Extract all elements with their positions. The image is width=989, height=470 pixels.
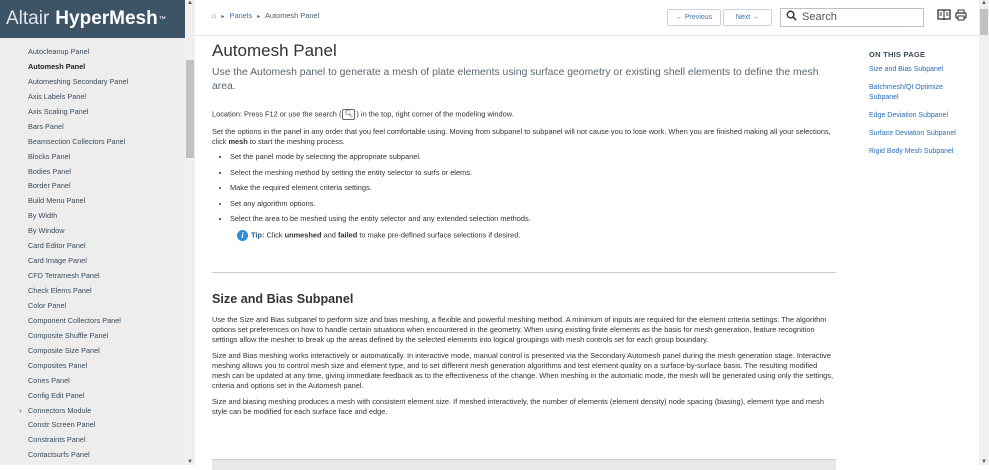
sidebar-item[interactable] [0,165,195,180]
sidebar-item-label: Connectors Module [28,405,92,415]
sidebar-item[interactable] [0,239,195,254]
sidebar-item[interactable] [0,105,195,120]
toc-link[interactable]: Edge Deviation Subpanel [869,111,949,119]
sidebar-item[interactable] [0,344,195,359]
sidebar-item-label: Bodies Panel [28,166,72,176]
next-button[interactable]: Next → [723,9,772,26]
location-text [212,109,842,120]
sidebar-item[interactable] [0,299,195,314]
list-item: • Make the required element criteria settings. [230,180,842,196]
intro-paragraph [212,127,842,147]
breadcrumb-separator-icon: ▸ [257,14,261,20]
sidebar-item-label: Component Collectors Panel [28,315,121,325]
sidebar-item[interactable] [0,448,195,463]
scroll-up-arrow-icon[interactable]: ▲ [981,0,987,6]
sidebar-item-label: CFD Tetramesh Panel [28,271,100,281]
sidebar-item-label: Beamsection Collectors Panel [28,136,126,146]
toc-link[interactable]: Surface Deviation Subpanel [869,129,956,137]
page-scrollbar[interactable] [979,0,989,465]
sidebar-item-label: Composite Shuffle Panel [28,330,109,340]
book-icon[interactable] [937,9,951,23]
sidebar-item-label: Card Image Panel [28,256,87,266]
location-text-end: ) in the top, right corner of the modeling window. [356,109,514,119]
sidebar-item[interactable] [0,135,195,150]
sidebar-item[interactable] [0,45,195,60]
sidebar-item[interactable] [0,389,195,404]
sidebar-scroll-thumb[interactable] [186,60,194,158]
intro-text-start: Set the options in the panel in any order that you feel comfortable using. Moving from subpanel to subpanel will not cause you to lose work. When you are finished making all your selections, click [212,127,831,146]
info-icon: i [237,230,248,241]
sidebar-item-label: Bars Panel [28,121,64,131]
sidebar-scrollbar[interactable] [185,0,195,465]
page-scroll-thumb[interactable] [980,9,988,35]
sidebar-item-label: By Width [28,211,58,221]
section-heading: Size and Bias Subpanel [212,291,354,306]
breadcrumb [212,11,319,20]
tip-text-mid: and [321,229,338,239]
sidebar-item-label: Contactsurfs Panel [28,450,90,460]
toc-links [869,65,969,156]
sidebar [0,0,195,465]
sidebar-item-label: Blocks Panel [28,151,71,161]
sidebar-item[interactable] [0,374,195,389]
sidebar-item-label: Axis Scaling Panel [28,106,89,116]
sidebar-item[interactable] [0,359,195,374]
search-input[interactable] [802,10,917,24]
sidebar-item[interactable] [0,329,195,344]
sidebar-item[interactable] [0,150,195,165]
sidebar-nav [0,38,195,463]
search-icon: 🔍︎ [342,109,355,120]
sidebar-item[interactable] [0,179,195,194]
sidebar-item-label: Axis Labels Panel [28,91,87,101]
tip-text-start: Click [266,229,285,239]
toc-heading: ON THIS PAGE [869,50,926,59]
sidebar-item-label: Constraints Panel [28,435,86,445]
scroll-down-arrow-icon[interactable]: ▼ [187,459,193,465]
sidebar-item-label: By Window [28,226,65,236]
sidebar-item[interactable] [0,314,195,329]
page-subtitle: Use the Automesh panel to generate a mesh of plate elements using surface geometry or existing shell elements to define the mesh area. [212,67,819,92]
tip-note [237,230,842,241]
sidebar-item[interactable] [0,433,195,448]
breadcrumb-current: Automesh Panel [264,11,320,20]
intro-text-end: to start the meshing process. [247,137,345,146]
sidebar-item[interactable] [0,224,195,239]
sidebar-item[interactable] [0,284,195,299]
tip-text-end: to make pre-defined surface selections if desired. [357,229,521,239]
sidebar-item-label: Cones Panel [28,375,70,385]
sidebar-item-label: Automeshing Secondary Panel [28,76,129,86]
tip-unmeshed: unmeshed [284,229,322,239]
home-icon[interactable]: ⌂ [212,11,217,20]
scroll-down-arrow-icon[interactable]: ▼ [981,459,987,465]
breadcrumb-panels[interactable]: Panels [229,11,253,20]
tip-label: Tip: [251,229,265,239]
list-item: • Set the panel mode by selecting the appropriate subpanel. [230,149,842,165]
scroll-up-arrow-icon[interactable]: ▲ [187,0,193,6]
breadcrumb-separator-icon: ▸ [221,14,225,20]
sidebar-item[interactable] [0,269,195,284]
intro-mesh-keyword: mesh [228,137,248,146]
list-item: • Set any algorithm options. [230,196,842,212]
sidebar-item-label: Check Elems Panel [28,286,92,295]
sidebar-item-label: Color Panel [28,300,67,310]
section-paragraph: Size and biasing meshing produces a mesh with consistent element size. If meshed interactively, the number of elements (element density) node spacing (biasing), element type and mesh style can be modified for each surface face and edge. [212,396,824,416]
sidebar-item-label: Config Edit Panel [28,390,85,400]
list-item: • Select the meshing method by setting the entity selector to surfs or elems. [230,165,842,181]
section-divider [212,272,836,273]
sidebar-item[interactable] [0,404,195,419]
sidebar-item[interactable] [0,254,195,269]
tip-failed: failed [337,229,358,239]
sidebar-item[interactable] [0,120,195,135]
section-paragraph: Use the Size and Bias subpanel to perform size and bias meshing, a flexible and powerful meshing method. A minimum of inputs are required for the element criteria settings. The algorithm options set preferences on how to handle certain situations when encountered in the geometry. When using existing finite elements as the basis for mesh generation, feature recognition settings allow the mesher to break up the areas defined by the selected elements into logical groupings with mesh controls set for each group boundary. [212,314,827,344]
previous-button[interactable]: ← Previous [667,9,721,26]
logo-brand: Altair [6,8,50,29]
sidebar-item[interactable] [0,209,195,224]
sidebar-item-label: Border Panel [28,181,71,191]
list-item: • Select the area to be meshed using the entity selector and any extended selection methods. [230,211,842,227]
sidebar-item-label: Autocleanup Panel [28,47,90,56]
location-text-start: Location: Press F12 or use the search ( [212,109,342,119]
sidebar-item[interactable] [0,418,195,433]
on-this-page [869,50,969,165]
toc-link[interactable]: Rigid Body Mesh Subpanel [869,147,954,155]
toc-link[interactable]: Size and Bias Subpanel [869,66,944,73]
product-logo[interactable] [0,0,195,38]
logo-trademark: ™ [158,15,166,23]
logo-product: HyperMesh [55,8,158,29]
sidebar-item-label: Build Menu Panel [28,196,86,206]
sidebar-item[interactable] [0,75,195,90]
sidebar-item[interactable] [0,60,195,75]
page-title: Automesh Panel [212,41,337,60]
toc-link[interactable]: Batchmesh/QI Optimize Subpanel [869,84,943,101]
sidebar-item-label: Automesh Panel [28,61,86,71]
chevron-right-icon[interactable]: › [19,405,22,415]
section-paragraph: Size and Bias meshing works interactively or automatically. In interactive mode, manual control is presented via the Secondary Automesh panel during the mesh generation stage. Interactive meshing allows you to control mesh size and element type, and to set different mesh generation algorithms and test element quality on a surface-by-surface basis. The resulting modified mesh can be updated at any time, giving immediate feedback as to the effectiveness of the change. When meshing in the automatic mode, the mesh will be generated using only the settings, criteria and options set in the Automesh panel. [212,350,834,390]
sidebar-item-label: Composite Size Panel [28,345,100,355]
sidebar-item-label: Composites Panel [28,360,88,370]
sidebar-item-label: Card Editor Panel [28,241,86,251]
sidebar-item[interactable] [0,194,195,209]
sidebar-item[interactable] [0,90,195,105]
sidebar-item-label: Constr Screen Panel [28,420,96,430]
search-box[interactable] [780,8,924,27]
top-toolbar [195,0,979,36]
search-icon[interactable] [786,10,797,24]
steps-list [212,149,842,227]
article [212,40,842,417]
print-icon[interactable] [955,9,967,24]
